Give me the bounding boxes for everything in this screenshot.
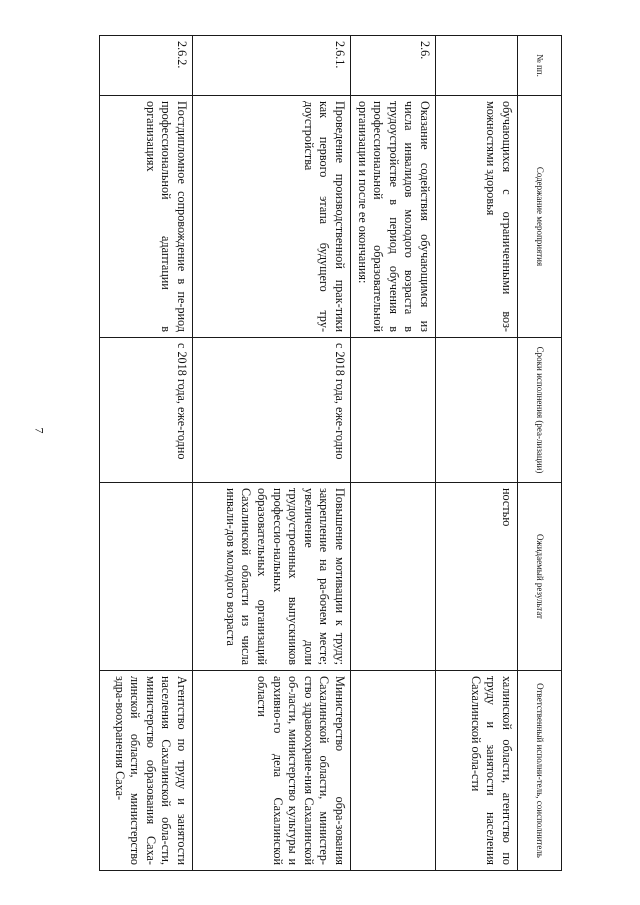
- row-responsible: халинской области, агентство по труду и занятости населения Сахалинской обла-сти: [436, 671, 518, 871]
- row-number: 2.6.: [350, 36, 435, 96]
- row-deadline: с 2018 года, еже-годно: [99, 338, 192, 483]
- row-result: [350, 483, 435, 671]
- row-result: Повышение мотивации к труду; закрепление на ра-бочем месте; увеличение доли трудоустроенных выпускников профессио-нальных образовательных организаций Сахалинской области из числа инвали-дов молодого возраста: [192, 483, 350, 671]
- row-responsible: Министерство обра-зования Сахалинской области, министер-ство здравоохране-ния Сахалинской об-ласти, министерство культуры и архивно-го дела Сахалинской области: [192, 671, 350, 871]
- row-deadline: с 2018 года, еже-годно: [192, 338, 350, 483]
- header-responsible: Ответственный исполни-тель, соисполнитель: [518, 671, 562, 871]
- header-result: Ожидаемый результат: [518, 483, 562, 671]
- row-result: ностью: [436, 483, 518, 671]
- row-number: 2.6.1.: [192, 36, 350, 96]
- header-content: Содержание мероприятия: [518, 96, 562, 338]
- table-row: [192, 36, 350, 871]
- row-content: обучающихся с ограниченными воз-можностями здоровья: [436, 96, 518, 338]
- row-result: [99, 483, 192, 671]
- activities-table: [99, 35, 562, 871]
- row-number: [436, 36, 518, 96]
- row-deadline: [436, 338, 518, 483]
- table-row: [436, 36, 518, 871]
- header-row: [518, 36, 562, 871]
- table-row: [99, 36, 192, 871]
- row-responsible: Агентство по труду и занятости населения Сахалинской обла-сти, министерство образования Саха-линской области, министерство здра-воохранения Саха-: [99, 671, 192, 871]
- row-content: Оказание содействия обучающимся из числа инвалидов молодого возраста в трудоустройстве в период обучения в профессиональной образовательной организации и после ее окончания:: [350, 96, 435, 338]
- row-number: 2.6.2.: [99, 36, 192, 96]
- header-number: № пп.: [518, 36, 562, 96]
- row-deadline: [350, 338, 435, 483]
- header-deadline: Сроки исполнения (реа-лизации): [518, 338, 562, 483]
- table-row: [350, 36, 435, 871]
- rotated-table-container: [112, 35, 562, 870]
- row-content: Проведение производственной прак-тики как первого этапа будущего тру-доустройства: [192, 96, 350, 338]
- page-number: 7: [32, 427, 47, 434]
- row-content: Постдипломное сопровождение в пе-риод профессиональной адаптации в организациях: [99, 96, 192, 338]
- row-responsible: [350, 671, 435, 871]
